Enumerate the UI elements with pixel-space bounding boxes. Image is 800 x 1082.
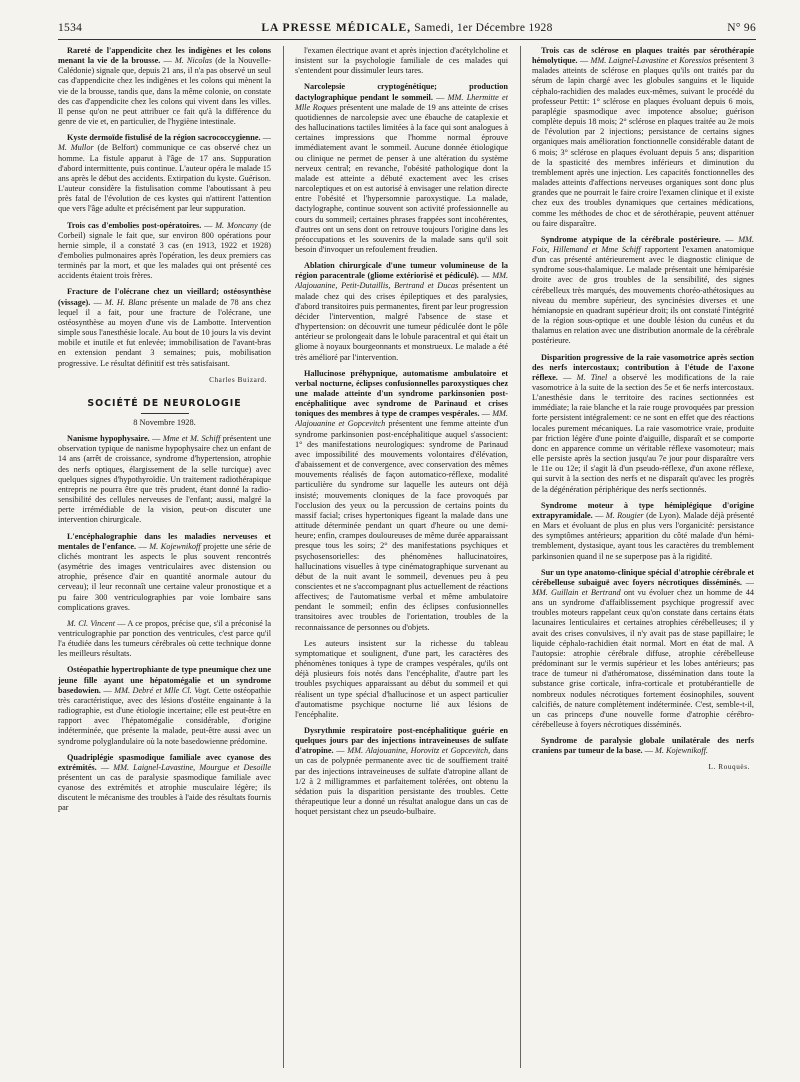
article-paragraph: Syndrome atypique de la cérébrale postérieure. — MM. Foix, Hillemand et Mme Schiff rapportent l'examen anatomique d'un cas présenté antérieurement avec le diagnostic clinique de syndrome sous-thalamique. Le malade présentait une hémiparésie droite avec de gros troubles de la sensibilité, des signes cérébelleux très marqués, des mouvements choréo-athétosiques au niveau du membre supérieur, des syncinésies diverses et une hémianopsie en quadrant supérieur droit; ils ont constaté l'intégrité de la région sous-optique et une double lésion du cunéus et du thalamus en relation avec une distribution anormale de la cérébrale postérieure. [532, 234, 754, 346]
article-paragraph: Kyste dermoïde fistulisé de la région sacrococcygienne. — M. Mullor (de Belfort) communique ce cas observé chez un homme. La fistule apparut à l'âge de 17 ans. Suppuration d'abord intermittente, puis continue. L'auteur opéra le malade 15 ans après le début des accidents. Extirpation du kyste. Guérison. L'auteur considère la fistulisation comme l'aboutissant à peu près fatal de l'évolution de ces kystes qui n'attirent l'attention que vers l'âge adulte et précisément par leur suppuration. [58, 133, 271, 214]
article-body: (de Belfort) communique ce cas observé chez un homme. La fistule apparut à l'âge de 17 ans. Suppuration d'abord intermittente, puis continue. L'auteur opéra le malade 15 ans après le début des accidents. Extirpation du kyste. Guérison. L'auteur considère la fistulisation comme l'aboutissant à peu près fatal de l'évolution de ces kystes qui n'attirent l'attention que vers l'âge adulte et précisément par leur suppuration. [58, 143, 271, 214]
article-body: présentent un malade chez qui des crises épileptiques et des paralysies, d'abord transitoires puis permanentes, firent par leur progression décider l'intervention, malgré l'absence de stase et d'hypertension: on découvrit une tumeur pédiculée dont le pôle antérieur se prolongeait dans le lobule paracentral et qui était un gliome à noyaux bourgeonnants et monstrueux. Le malade a été très amélioré par l'intervention. [295, 281, 508, 362]
author-signature: Charles Buizard. [209, 375, 267, 384]
article-title: Syndrome atypique de la cérébrale postérieure. [541, 234, 721, 244]
article-body: — A ce propos, précise que, s'il a préconisé la ventriculographie par ponction des ventricules, c'est parce qu'il l'a étudiée dans les tumeurs cérébrales où cette technique donne les meilleurs résultats. [58, 618, 271, 659]
article-title: Trois cas d'embolies post-opératoires. [67, 220, 202, 230]
article-title: Rareté de l'appendicite chez les indigènes et les colons menant la vie de la brousse. [58, 46, 271, 66]
article-authors: Mme et M. Schiff [162, 434, 221, 444]
article-body: dans un cas de polypnée permanente avec tic de souffiement traité par des injections intraveineuses de sulfate d'atropine allant de 1/2 à 2 milligrammes et parfaitement tolérées, ont obtenu la sédation puis la disparition persistante des troubles. Cette thérapeutique leur a donné un résultat analogue dans un cas de hoquet persistant chez un pseudo-bulbaire. [295, 746, 508, 817]
article-body: projette une série de clichés montrant les aspects le plus souvent rencontrés (asymétrie des images ventriculaires avec distension ou atrophie, présence d'air en quantité anormale autour du cerveau); il leur reconnaît une certaine valeur pronostique et a pu faire 300 ventriculographies par voie lombaire sans complications graves. [58, 541, 271, 612]
column-2-articles [295, 46, 508, 817]
article-title: Narcolepsie cryptogénétique; production dactylographique pendant le sommeil. [295, 82, 508, 102]
article-body: présentent un cas de paralysie spasmodique familiale avec cyanose des extrémités et atrophie musculaire légère; ils discutent le mécanisme des troubles à l'aide des résultats fournis par [58, 773, 271, 813]
article-paragraph [295, 639, 508, 720]
article-title: Syndrome de paralysie globale unilatérale des nerfs craniens par tumeur de la base. [532, 736, 754, 756]
article-paragraph: Ablation chirurgicale d'une tumeur volumineuse de la région paracentrale (gliome extériorisé et pédiculé). — MM. Alajouanine, Petit-Dutaillis, Bertrand et Ducas présentent un malade chez qui des crises épileptiques et des paralysies, d'abord transitoires puis permanentes, firent par leur progression décider l'intervention, malgré l'absence de stase et d'hypertension: on découvrit une tumeur pédiculée dont le pôle antérieur se prolongeait dans le lobule paracentral et qui était un gliome à noyaux bourgeonnants et monstrueux. Le malade a été très amélioré par l'intervention. [295, 261, 508, 362]
article-body: ont vu évoluer chez un homme de 44 ans un syndrome d'affaiblissement psychique progressif avec troubles moteurs rappelant ceux qu'on constate dans certains états lacunaires lenticulaires et certaines atrophies cérébelleuses; il y avait des crises convulsives, il n'y avait pas de stase papillaire; le liquide céphalo-rachidien était normal. Mort en état de mal. A l'autopsie: atrophie cérébrale diffuse, atrophie cérébelleuse prédominant sur le vermis supérieur et les lobes antérieurs; pas trace de tumeur ni d'athéromatose, dissémination dans toute la substance grise corticale, infra-corticale et protubérantielle de nombreux nodules nécrotiques fortement éosinophiles, souvent calcifiés, de nature complètement indéterminée. C'est, semble-t-il, un cas princeps d'une nouvelle forme d'atrophie cérébro-cérébelleuse à foyers nécrotiques disséminés. [532, 587, 754, 729]
column-1 [58, 46, 271, 1071]
article-body: (de la Nouvelle-Calédonie) signale que, depuis 21 ans, il n'a pas observé un seul cas d'appendicite chez les indigènes et les colons qui mènent la vie de la brousse, tandis que, dans la même colonie, on constate des cas d'appendicite chez les colons qui vivent dans les villes. Il pense qu'on ne peut attribuer ce fait qu'à la différence du genre de vie et, en particulier, de l'hygiène intestinale. [58, 56, 271, 127]
journal-title [58, 22, 756, 34]
article-authors: M. H. Blanc [104, 297, 148, 307]
article-paragraph: Trois cas de sclérose en plaques traités par sérothérapie hémolytique. — MM. Laignel-Lavastine et Koressios présentent 3 malades atteints de sclérose en plaques qu'ils ont traités par du sérum de lapin chargé avec les globules sanguins et le liquide céphalo-rachidien des malades eux-mêmes, suivant le procédé du professeur Pettit: 1° sclérose en plaques évoluant depuis 6 mois, paraplégie spasmodique avec impotence absolue; guérison complète depuis 18 mois; 2° sclérose en plaques traitée au 2e mois de l'évolution par 2 injections; persistance de certains signes organiques mais amélioration fonctionnelle considérable datant de 6 mois; 3° sclérose en plaques évoluant depuis 5 ans; disparition de la spasticité des membres inférieurs et diminution du tremblement après une injection. Les capacités fonctionnelles des malades atteints d'affections nerveuses organiques sont donc plus grandes que ne pourrait le faire croire l'examen clinique et il existe chez eux des troubles dynamiques que certaines médications, comme les méthodes de choc et de sérothérapie, peuvent atténuer ou faire disparaître. [532, 46, 754, 228]
page-header [58, 22, 756, 40]
article-paragraph [295, 46, 508, 76]
article-body: Cette ostéopathie très caractéristique, avec des lésions d'ostéite engainante à la radiographie, est d'une étiologie incertaine; elle est peut-être en rapport avec l'hépatomégalie considérable, d'origine indéterminée, que présente la malade, peut-être aussi avec un syndrome polyglandulaire où la note basedowienne prédomine. [58, 685, 271, 746]
header-rule [58, 39, 756, 40]
article-body: présente un malade de 78 ans chez lequel il a fait, pour une fracture de l'olécrane, une ostéosynthèse au moyen d'une vis de Lambotte. Intervention simple sous l'anesthésie locale. Au bout de 10 jours la vis devint mobile et inutile et fut enlevée; immobilisation de l'avant-bras en extension pendant 3 semaines; puis, mobilisation progressive. Le résultat définitif est très satisfaisant. [58, 297, 271, 368]
article-paragraph: Disparition progressive de la raie vasomotrice après section des nerfs intercostaux; contribution à l'étude de l'axone réflexe. — M. Tinel a observé les modifications de la raie vasomotrice à la suite de la section des 5e et 6e nerfs intercostaux. L'anesthésie dans le territoire des racines sectionnées est immédiate; la raie blanche et la raie rouge provoquées par pression forte persistent intégralement: ce ne sont en effet que des réactions locales purement mécaniques. La raie vasomotrice vraie, produite par friction légère d'une pointe d'aiguille, disparaît et se comporte donc en apparence comme un véritable réflexe vasomoteur; mais elle persiste après la section jusqu'au 7e jour pour disparaître vers le 11e ou 12e; il s'agit là d'un pseudo-réflexe, d'un axone réflexe, qui survit à la section des nerfs et ne disparaît qu'avec les progrès de la dégénération périphérique des nerfs sectionnés. [532, 352, 754, 494]
author-signature: L. Rouquès. [708, 763, 750, 772]
article-authors: M. Moncany [215, 220, 258, 230]
article-paragraph: Fracture de l'olécrane chez un vieillard; ostéosynthèse (vissage). — M. H. Blanc présente un malade de 78 ans chez lequel il a fait, pour une fracture de l'olécrane, une ostéosynthèse au moyen d'une vis de Lambotte. Intervention simple sous l'anesthésie locale. Au bout de 10 jours la vis devint mobile et inutile et fut enlevée; immobilisation de l'avant-bras en extension pendant 3 semaines; puis, mobilisation progressive. Le résultat définitif est très satisfaisant. [58, 287, 271, 368]
article-title: Ablation chirurgicale d'une tumeur volumineuse de la région paracentrale (gliome extériorisé et pédiculé). [295, 261, 508, 281]
article-authors: M. Cl. Vincent [67, 618, 115, 628]
column-divider [520, 46, 521, 1068]
article-authors: MM. Lhermitte et Mlle Roques [295, 92, 508, 112]
article-body: (de Lyon). Malade déjà présenté en Mars et évoluant de plus en plus vers l'organicité: persistance des symptômes antérieurs; apparition du côté malade d'un hémi-tremblement, dystasique, ayant tous les caractères du tremblement parkinsonien quand il ne se superpose pas à la rigidité. [532, 510, 754, 561]
article-title: L'encéphalographie dans les maladies nerveuses et mentales de l'enfance. [58, 531, 271, 551]
article-title: Dysrythmie respiratoire post-encéphalitique guérie en quelques jours par des injections intraveineuses de sulfate d'atropine. [295, 726, 508, 756]
article-title: Disparition progressive de la raie vasomotrice après section des nerfs intercostaux; contribution à l'étude de l'axone réflexe. [532, 352, 754, 382]
section-date: 8 Novembre 1928. [133, 418, 196, 427]
article-body: rapportent l'examen anatomique d'un cas présenté antérieurement avec le diagnostic clinique de syndrome sous-thalamique. Le malade présentait une hémiparésie droite avec de gros troubles de la sensibilité, des signes cérébelleux très marqués, des mouvements choréo-athétosiques au niveau du membre supérieur, des syncinésies diverses et une hémianopsie en quadrant supérieur droit; ils ont constaté l'intégrité de la région sous-optique et une double lésion du cunéus et du thalamus en relation avec une distribution anormale de la cérébrale postérieure. [532, 244, 754, 346]
article-authors: MM. Foix, Hillemand et Mme Schiff [532, 234, 754, 254]
article-authors: MM. Alajouanine, Horovitz et Gopcevitch, [347, 746, 491, 756]
article-title: Nanisme hypophysaire. [67, 434, 150, 444]
article-authors: MM. Guillain et Bertrand [532, 587, 621, 597]
article-title: Sur un type anatomo-clinique spécial d'atrophie cérébrale et cérébelleuse subaiguë avec foyers nécrotiques disséminés. [532, 567, 754, 587]
article-title: Trois cas de sclérose en plaques traités par sérothérapie hémolytique. [532, 46, 754, 66]
article-body: présentent 3 malades atteints de sclérose en plaques qu'ils ont traités par du sérum de lapin chargé avec les globules sanguins et le liquide céphalo-rachidien des malades eux-mêmes, suivant le procédé du professeur Pettit: 1° sclérose en plaques évoluant depuis 6 mois, paraplégie spasmodique avec impotence absolue; guérison complète depuis 18 mois; 2° sclérose en plaques traitée au 2e mois de l'évolution par 2 injections; persistance de certains signes organiques mais amélioration fonctionnelle considérable datant de 6 mois; 3° sclérose en plaques évoluant depuis 5 ans; disparition de la spasticité des membres inférieurs et diminution du tremblement après une injection. Les capacités fonctionnelles des malades atteints d'affections nerveuses organiques sont donc plus grandes que ne pourrait le faire croire l'examen clinique et il existe chez eux des troubles dynamiques que certaines médications, comme les méthodes de choc et de sérothérapie, peuvent atténuer ou faire disparaître. [532, 56, 754, 228]
article-paragraph: Syndrome moteur à type hémiplégique d'origine extrapyramidale. — M. Rougier (de Lyon). Malade déjà présenté en Mars et évoluant de plus en plus vers l'organicité: persistance des symptômes antérieurs; apparition du côté malade d'un hémi-tremblement, dystasique, ayant tous les caractères du tremblement parkinsonien quand il ne se superpose pas à la rigidité. [532, 500, 754, 561]
column-1-articles [58, 46, 271, 369]
column-3-articles [532, 46, 754, 756]
article-title: Kyste dermoïde fistulisé de la région sacrococcygienne. [67, 133, 261, 143]
article-authors: M. Mullor [58, 143, 94, 153]
article-paragraph: Nanisme hypophysaire. — Mme et M. Schiff présentent une observation typique de nanisme hypophysaire chez un enfant de 14 ans (arrêt de croissance, syndrome d'hypertension, atrophie des nerfs optiques, élargissement de la selle turcique) avec quelques signes d'hypothyroïdie. Un traitement radiothérapique entrepris ne pourra être que très prudent, étant donné la radio-sensibilité des cellules nerveuses de l'enfant; aussi, malgré la perte irrémédiable de la vision, peut-on discuter une intervention chirurgicale. [58, 434, 271, 525]
article-authors: M. Tinel [576, 372, 608, 382]
article-paragraph [58, 619, 271, 660]
article-authors: MM. Debré et Mlle Cl. Vogt. [114, 685, 211, 695]
page-number: 1534 [58, 22, 83, 34]
article-body: présentent une observation typique de nanisme hypophysaire chez un enfant de 14 ans (arrêt de croissance, syndrome d'hypertension, atrophie des nerfs optiques, élargissement de la selle turcique) avec quelques signes d'hypothyroïdie. Un traitement radiothérapique entrepris ne pourra être que très prudent, étant donné la radio-sensibilité des cellules nerveuses de l'enfant; aussi, malgré la perte irrémédiable de la vision, peut-on discuter une intervention chirurgicale. [58, 434, 271, 525]
article-paragraph: Ostéopathie hypertrophiante de type pneumique chez une jeune fille ayant une hépatomégalie et un syndrome basedowien. — MM. Debré et Mlle Cl. Vogt. Cette ostéopathie très caractéristique, avec des lésions d'ostéite engainante à la radiographie, est d'une étiologie incertaine; elle est peut-être en rapport avec l'hépatomégalie considérable, d'origine indéterminée, que présente la malade, peut-être aussi avec un syndrome polyglandulaire où la note basedowienne prédomine. [58, 665, 271, 746]
article-paragraph: Sur un type anatomo-clinique spécial d'atrophie cérébrale et cérébelleuse subaiguë avec foyers nécrotiques disséminés. — MM. Guillain et Bertrand ont vu évoluer chez un homme de 44 ans un syndrome d'affaiblissement psychique progressif avec troubles moteurs rappelant ceux qu'on constate dans certains états lacunaires lenticulaires et certaines atrophies cérébelleuses; il y avait des crises convulsives, il n'y avait pas de stase papillaire; le liquide céphalo-rachidien était normal. Mort en état de mal. A l'autopsie: atrophie cérébrale diffuse, atrophie cérébelleuse prédominant sur le vermis supérieur et les lobes antérieurs; pas trace de tumeur ni d'athéromatose, dissémination dans toute la substance grise corticale, infra-corticale et protubérantielle de nombreux nodules nécrotiques fortement éosinophiles, souvent calcifiés, de nature complètement indéterminée. C'est, semble-t-il, un cas princeps d'une nouvelle forme d'atrophie cérébro-cérébelleuse à foyers nécrotiques disséminés. [532, 567, 754, 729]
article-body: a observé les modifications de la raie vasomotrice à la suite de la section des 5e et 6e nerfs intercostaux. L'anesthésie dans le territoire des racines sectionnées est immédiate; la raie blanche et la raie rouge provoquées par pression forte persistent intégralement: ce ne sont en effet que des réactions locales purement mécaniques. La raie vasomotrice vraie, produite par friction légère d'une pointe d'aiguille, disparaît et se comporte donc en apparence comme un véritable réflexe vasomoteur; mais elle persiste après la section jusqu'au 7e jour pour disparaître vers le 11e ou 12e; il s'agit là d'un pseudo-réflexe, d'un axone réflexe, qui survit à la section des nerfs et ne disparaît qu'avec les progrès de la dégénération périphérique des nerfs sectionnés. [532, 372, 754, 494]
article-body: l'examen électrique avant et après injection d'acétylcholine et insistent sur la psychologie familiale de ces malades qui s'entendent pour dissimuler leurs tares. [295, 46, 508, 76]
column-3 [532, 46, 754, 1071]
article-paragraph: Syndrome de paralysie globale unilatérale des nerfs craniens par tumeur de la base. — M. Kojewnikoff. [532, 736, 754, 756]
article-paragraph: Quadriplégie spasmodique familiale avec cyanose des extrémités. — MM. Laignel-Lavastine, Mourgue et Desoille présentent un cas de paralysie spasmodique familiale avec cyanose des extrémités et atrophie musculaire légère; ils discutent le mécanisme des troubles à l'aide des résultats fournis par [58, 752, 271, 813]
article-authors: MM. Laignel-Lavastine et Koressios [590, 56, 712, 66]
article-authors: MM. Laignel-Lavastine, Mourgue et Desoille [113, 762, 271, 772]
article-title: Quadriplégie spasmodique familiale avec cyanose des extrémités. [58, 752, 271, 772]
section-rule [141, 413, 189, 414]
column-divider [283, 46, 284, 1068]
article-authors: M. Kojewnikoff. [655, 746, 708, 756]
issue-date: Samedi, 1er Décembre 1928 [414, 22, 553, 34]
section-title: SOCIÉTÉ DE NEUROLOGIE [87, 397, 242, 409]
article-paragraph: Rareté de l'appendicite chez les indigènes et les colons menant la vie de la brousse. — M. Nicolas (de la Nouvelle-Calédonie) signale que, depuis 21 ans, il n'a pas observé un seul cas d'appendicite chez les indigènes et les colons qui mènent la vie de la brousse, tandis que, dans la même colonie, on constate des cas d'appendicite chez les colons qui vivent dans les villes. Il pense qu'on ne peut attribuer ce fait qu'à la différence du genre de vie et, en particulier, de l'hygiène intestinale. [58, 46, 271, 127]
article-title: Hallucinose préhypnique, automatisme ambulatoire et verbal nocturne, éclipses confusionnelles paroxystiques chez une malade atteinte d'un syndrome parkinsonien post-encéphalitique avec syndrome de Parinaud et crises toniques des membres à type de crampes vespérales. [295, 368, 508, 419]
article-authors: M. Nicolas [174, 56, 213, 66]
article-paragraph: Hallucinose préhypnique, automatisme ambulatoire et verbal nocturne, éclipses confusionnelles paroxystiques chez une malade atteinte d'un syndrome parkinsonien post-encéphalitique avec syndrome de Parinaud et crises toniques des membres à type de crampes vespérales. — MM. Alajouanine et Gopcevitch présentent une femme atteinte d'un syndrome parkinsonien post-encéphalitique auquel s'associent: 1° des manifestations neurologiques: syndrome de Parinaud avec impossibilité des mouvements volontaires d'élévation, d'abaissement et de convergence, avec conservation des mêmes mouvements réalisés de façon automatico-réflexe, modalité particulière du syndrome sur laquelle les auteurs ont déjà insisté; mouvements cloniques de la face provoqués par l'occlusion des yeux ou la percussion de certains points du massif facial; crises hypertoniques figeant la malade dans une attitude déterminée pendant un quart d'heure ou une demi-heure; enfin, crampes douloureuses de même durée apparaissant presque tous les soirs; 2° des manifestations psychiques et psychosensorielles: des phénomènes hallucinatoires, hallucinations visuelles à type cinématographique survenant au début de la nuit avant le sommeil, devenues peu à peu conscientes et ne s'accompagnant plus actuellement de réactions affectives; de l'automatisme verbal et même ambulatoire pendant le sommeil; enfin des éclipses confusionnelles transitoires avec troubles de l'orientation, troubles de la reconnaissance de personnes ou d'objets. [295, 368, 508, 632]
article-authors: MM. Alajouanine, Petit-Dutaillis, Bertrand et Ducas [295, 271, 508, 291]
article-authors: M. Kojewnikoff [149, 541, 201, 551]
article-paragraph: Dysrythmie respiratoire post-encéphalitique guérie en quelques jours par des injections intraveineuses de sulfate d'atropine. — MM. Alajouanine, Horovitz et Gopcevitch, dans un cas de polypnée permanente avec tic de souffiement traité par des injections intraveineuses de sulfate d'atropine allant de 1/2 à 2 milligrammes et parfaitement tolérées, ont obtenu la sédation puis la disparition persistante des troubles. Cette thérapeutique leur a donné un résultat analogue dans un cas de hoquet persistant chez un pseudo-bulbaire. [295, 726, 508, 817]
issue-number: N° 96 [727, 22, 756, 34]
article-title: Ostéopathie hypertrophiante de type pneumique chez une jeune fille ayant une hépatomégalie et un syndrome basedowien. [58, 665, 271, 695]
article-paragraph: L'encéphalographie dans les maladies nerveuses et mentales de l'enfance. — M. Kojewnikoff projette une série de clichés montrant les aspects le plus souvent rencontrés (asymétrie des images ventriculaires avec distension ou atrophie, présence d'air en quantité anormale autour du cerveau); il leur reconnaît une certaine valeur pronostique et a pu faire 300 ventriculographies par voie lombaire sans complications graves. [58, 531, 271, 612]
article-paragraph: Trois cas d'embolies post-opératoires. — M. Moncany (de Corbeil) signale le fait que, sur environ 800 opérations pour hernie simple, il a constaté 3 cas (en 1913, 1922 et 1928) d'embolies pulmonaires après l'opération, les deux premiers cas terminés par la mort, et que les malades qui ont présenté ces accidents étaient trois frères. [58, 220, 271, 281]
article-authors: M. Rougier [605, 510, 644, 520]
article-body: (de Corbeil) signale le fait que, sur environ 800 opérations pour hernie simple, il a constaté 3 cas (en 1913, 1922 et 1928) d'embolies pulmonaires après l'opération, les deux premiers cas terminés par la mort, et que les malades qui ont présenté ces accidents étaient trois frères. [58, 220, 271, 281]
article-title: Fracture de l'olécrane chez un vieillard; ostéosynthèse (vissage). [58, 287, 271, 307]
article-body: Les auteurs insistent sur la richesse du tableau symptomatique et soulignent, d'une part, les caractères des phénomènes toniques à type de crampes vespérales, qu'ils ont déjà plusieurs fois notés dans l'encéphalite, d'autre part les troubles psychiques apparaissant au début du sommeil et qui réalisent un type spécial d'hallucinose et un aspect particulier d'automatisme psychique nocturne lié aux lésions de l'encéphalite. [295, 638, 508, 719]
article-body: présentent une femme atteinte d'un syndrome parkinsonien post-encéphalitique auquel s'associent: 1° des manifestations neurologiques: syndrome de Parinaud avec impossibilité des mouvements volontaires d'élévation, d'abaissement et de convergence, avec conservation des mêmes mouvements réalisés de façon automatico-réflexe, modalité particulière du syndrome sur laquelle les auteurs ont déjà insisté; mouvements cloniques de la face provoqués par l'occlusion des yeux ou la percussion de certains points du massif facial; crises hypertoniques figeant la malade dans une attitude déterminée pendant un quart d'heure ou une demi-heure; enfin, crampes douloureuses de même durée apparaissant presque tous les soirs; 2° des manifestations psychiques et psychosensorielles: des phénomènes hallucinatoires, hallucinations visuelles à type cinématographique survenant au début de la nuit avant le sommeil, devenues peu à peu conscientes et ne s'accompagnant plus actuellement de réactions affectives; de l'automatisme verbal et même ambulatoire pendant le sommeil; enfin des éclipses confusionnelles transitoires avec troubles de l'orientation, troubles de la reconnaissance de personnes ou d'objets. [295, 419, 508, 632]
journal-name: LA PRESSE MÉDICALE, [261, 22, 412, 34]
article-title: Syndrome moteur à type hémiplégique d'origine extrapyramidale. [532, 500, 754, 520]
column-2 [295, 46, 508, 1071]
article-authors: MM. Alajouanine et Gopcevitch [295, 409, 508, 429]
column-1-neurology [58, 434, 271, 813]
article-paragraph: Narcolepsie cryptogénétique; production dactylographique pendant le sommeil. — MM. Lhermitte et Mlle Roques présentent une malade de 19 ans atteinte de crises quotidiennes de narcolepsie avec une ébauche de cataplexie et des hallucinations tactiles limitées à la face qui sont analogues à certaines impressions que l'homme normal éprouve immédiatement avant le sommeil. Aucune donnée étiologique ou clinique ne permet de penser à une altération du système nerveux central; en revanche, l'obésité pathologique dont la malade est atteinte a débuté exactement avec les crises narcoleptiques et on est autorisé à envisager une relation directe entre l'obésité et l'hypersomnie paroxystique. La malade, dactylographe, continue souvent son activité professionnelle au cours du sommeil; certaines phrases frappées sont incohérentes, d'autres ont un sens dont on retrouve toujours l'origine dans les préoccupations et les souvenirs de la malade sans qu'il soit besoin d'invoquer un refoulement freudien. [295, 82, 508, 254]
article-body: présentent une malade de 19 ans atteinte de crises quotidiennes de narcolepsie avec une ébauche de cataplexie et des hallucinations tactiles limitées à la face qui sont analogues à certaines impressions que l'homme normal éprouve immédiatement avant le sommeil. Aucune donnée étiologique ou clinique ne permet de penser à une altération du système nerveux central; en revanche, l'obésité pathologique dont la malade est atteinte a débuté exactement avec les crises narcoleptiques et on est autorisé à envisager une relation directe entre l'obésité et l'hypersomnie paroxystique. La malade, dactylographe, continue souvent son activité professionnelle au cours du sommeil; certaines phrases frappées sont incohérentes, d'autres ont un sens dont on retrouve toujours l'origine dans les préoccupations et les souvenirs de la malade sans qu'il soit besoin d'invoquer un refoulement freudien. [295, 102, 508, 254]
